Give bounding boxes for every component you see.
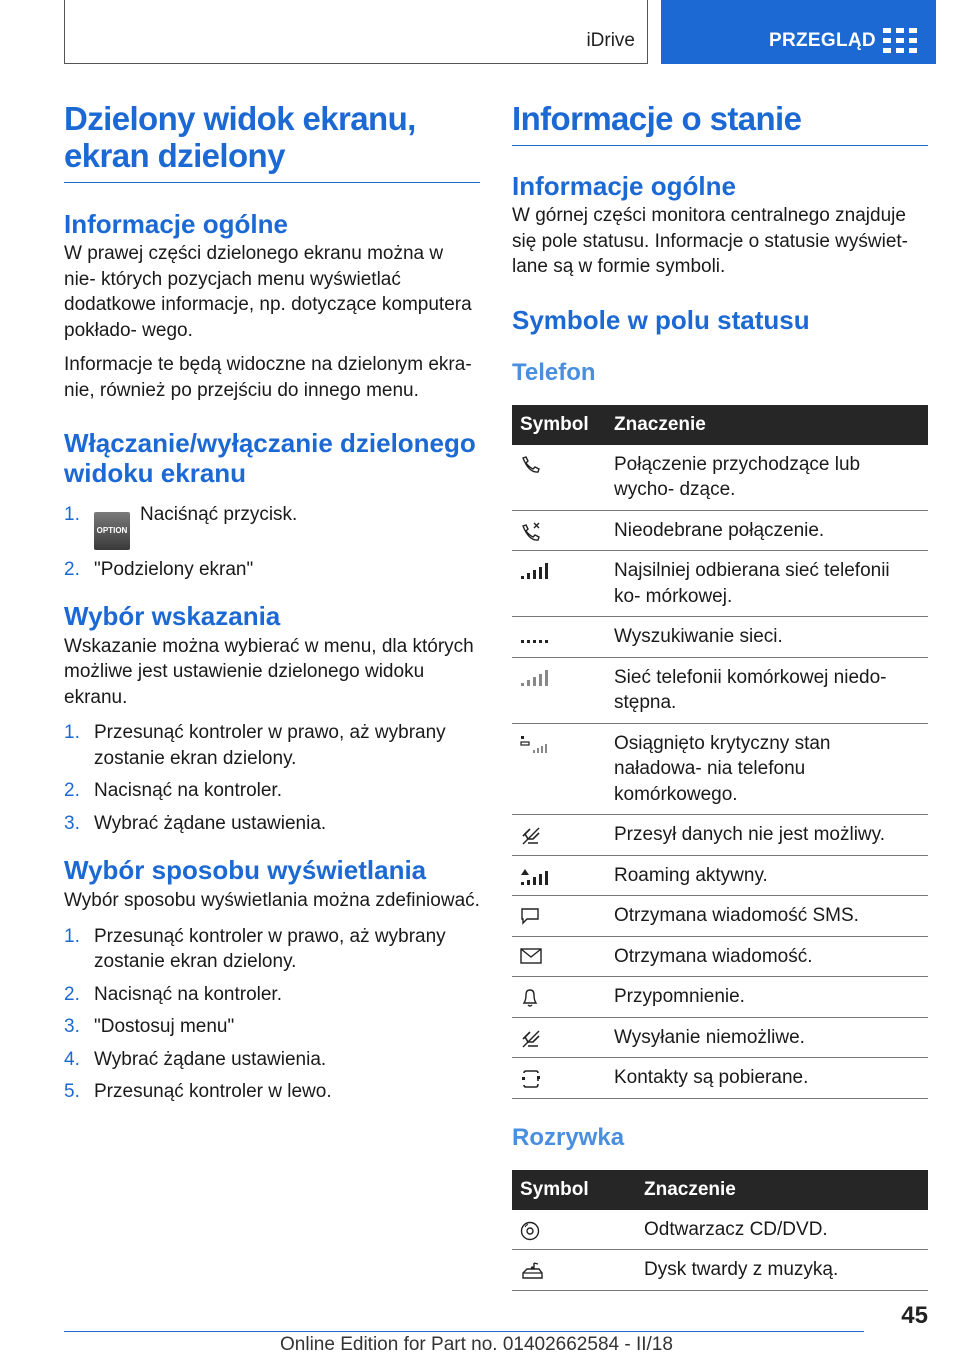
table-row bbox=[512, 815, 928, 856]
list-item bbox=[64, 778, 480, 804]
no-data-icon bbox=[520, 826, 542, 846]
page-title-split-screen: Dzielony widok ekranu, ekran dzielony bbox=[64, 100, 416, 174]
overview-nav-label: PRZEGLĄD bbox=[769, 30, 876, 51]
table-row bbox=[512, 936, 928, 977]
grid-menu-icon bbox=[883, 28, 917, 52]
battery-critical-icon bbox=[520, 735, 548, 755]
step-text: Przesunąć kontroler w prawo, aż wybrany zostanie ekran dzielony. bbox=[94, 722, 446, 769]
email-icon bbox=[520, 948, 542, 964]
overview-nav-button[interactable] bbox=[661, 0, 936, 64]
step-number: 2. bbox=[64, 983, 80, 1005]
heading-status-symbols: Symbole w polu statusu bbox=[512, 304, 810, 335]
step-number: 3. bbox=[64, 812, 80, 834]
sms-icon bbox=[520, 907, 540, 925]
phone-handset-icon bbox=[520, 456, 540, 474]
entertainment-meaning-1: Odtwarzacz CD/DVD. bbox=[636, 1210, 928, 1250]
step-text: Naciśnąć przycisk. bbox=[140, 504, 298, 525]
right-column bbox=[512, 100, 928, 1291]
paragraph-display-mode: Wybór sposobu wyświetlania można zdefiniować. bbox=[64, 890, 480, 911]
phone-meaning-8: Roaming aktywny. bbox=[606, 855, 928, 896]
heading-general-info-right: Informacje ogólne bbox=[512, 171, 736, 201]
phone-meaning-13: Kontakty są pobierane. bbox=[606, 1058, 928, 1099]
toggle-steps bbox=[64, 502, 480, 583]
hdd-music-icon bbox=[520, 1261, 544, 1281]
signal-none-icon bbox=[520, 669, 548, 687]
paragraph-select-display: Wskazanie można wybierać w menu, dla których możliwe jest ustawienie dzielonego widoku ekranu. bbox=[64, 635, 474, 708]
step-number: 1. bbox=[64, 504, 80, 525]
step-text: Przesunąć kontroler w prawo, aż wybrany zostanie ekran dzielony. bbox=[94, 925, 446, 972]
column-header-meaning: Znaczenie bbox=[606, 405, 928, 445]
phone-meaning-3: Najsilniej odbierana sieć telefonii ko‐ mórkowej. bbox=[606, 551, 928, 617]
phone-meaning-10: Otrzymana wiadomość. bbox=[606, 936, 928, 977]
entertainment-symbols-table bbox=[512, 1170, 928, 1291]
table-row bbox=[512, 551, 928, 617]
table-row bbox=[512, 1017, 928, 1058]
list-item bbox=[64, 1047, 480, 1073]
list-item bbox=[64, 557, 480, 583]
phone-symbols-table bbox=[512, 405, 928, 1099]
heading-select-display: Wybór wskazania bbox=[64, 600, 281, 631]
table-row bbox=[512, 1058, 928, 1099]
step-number: 1. bbox=[64, 722, 80, 743]
table-row bbox=[512, 896, 928, 937]
paragraph-general-2: Informacje te będą widoczne na dzielonym ekra‐ nie, również po przejściu do innego menu. bbox=[64, 354, 472, 401]
phone-meaning-2: Nieodebrane połączenie. bbox=[606, 510, 928, 551]
title-divider bbox=[512, 145, 928, 146]
heading-phone: Telefon bbox=[512, 358, 596, 386]
heading-entertainment: Rozrywka bbox=[512, 1123, 625, 1151]
header-section-label: iDrive bbox=[586, 30, 635, 51]
step-text: Wybrać żądane ustawienia. bbox=[94, 812, 327, 834]
phone-meaning-4: Wyszukiwanie sieci. bbox=[606, 617, 928, 658]
list-item bbox=[64, 1014, 480, 1040]
select-display-steps bbox=[64, 720, 480, 836]
phone-meaning-11: Przypomnienie. bbox=[606, 977, 928, 1018]
paragraph-status-general: W górnej części monitora centralnego znajduje się pole statusu. Informacje o statusie wyświet‐ lane są w formie symboli. bbox=[512, 205, 909, 277]
phone-meaning-7: Przesył danych nie jest możliwy. bbox=[606, 815, 928, 856]
option-button-icon: OPTION bbox=[94, 512, 130, 550]
step-number: 3. bbox=[64, 1016, 80, 1037]
step-text: Nacisnąć na kontroler. bbox=[94, 780, 282, 801]
table-row bbox=[512, 1250, 928, 1291]
list-item bbox=[64, 924, 480, 975]
title-divider bbox=[64, 182, 480, 183]
table-row bbox=[512, 723, 928, 815]
bell-icon bbox=[520, 988, 540, 1008]
step-text: "Dostosuj menu" bbox=[94, 1016, 235, 1037]
table-row bbox=[512, 657, 928, 723]
table-row bbox=[512, 855, 928, 896]
column-header-symbol: Symbol bbox=[512, 405, 606, 445]
column-header-meaning: Znaczenie bbox=[636, 1170, 928, 1210]
phone-meaning-1: Połączenie przychodzące lub wycho‐ dzące. bbox=[606, 445, 928, 511]
list-item bbox=[64, 811, 480, 837]
table-row bbox=[512, 617, 928, 658]
list-item bbox=[64, 502, 480, 550]
table-header-row bbox=[512, 405, 928, 445]
signal-full-icon bbox=[520, 562, 548, 580]
contacts-icon bbox=[520, 1069, 542, 1089]
heading-display-mode: Wybór sposobu wyświetlania bbox=[64, 855, 427, 885]
display-mode-steps bbox=[64, 924, 480, 1105]
step-number: 2. bbox=[64, 780, 80, 801]
step-number: 2. bbox=[64, 559, 80, 580]
step-number: 4. bbox=[64, 1048, 80, 1070]
page-title-status-info: Informacje o stanie bbox=[512, 100, 802, 137]
paragraph-general-1: W prawej części dzielonego ekranu można w nie‐ których pozycjach menu wyświetlać dodatkowe informacje, np. dotyczące komputera pokłado‐ wego. bbox=[64, 243, 472, 341]
network-search-icon bbox=[520, 628, 548, 646]
cd-icon bbox=[520, 1221, 540, 1241]
step-text: Nacisnąć na kontroler. bbox=[94, 983, 282, 1005]
heading-toggle-split: Włączanie/wyłączanie dzielonego widoku ekranu bbox=[64, 428, 476, 488]
step-text: Przesunąć kontroler w lewo. bbox=[94, 1081, 332, 1102]
table-row bbox=[512, 1210, 928, 1250]
missed-call-icon bbox=[520, 522, 542, 542]
send-failed-icon bbox=[520, 1029, 542, 1049]
table-row bbox=[512, 977, 928, 1018]
step-text: "Podzielony ekran" bbox=[94, 559, 254, 580]
list-item bbox=[64, 1079, 480, 1105]
step-text: Wybrać żądane ustawienia. bbox=[94, 1048, 327, 1070]
phone-meaning-9: Otrzymana wiadomość SMS. bbox=[606, 896, 928, 937]
footer-divider bbox=[64, 1331, 864, 1332]
column-header-symbol: Symbol bbox=[512, 1170, 636, 1210]
heading-general-info: Informacje ogólne bbox=[64, 209, 288, 239]
table-row bbox=[512, 445, 928, 511]
left-column bbox=[64, 100, 480, 1112]
table-header-row bbox=[512, 1170, 928, 1210]
phone-meaning-6: Osiągnięto krytyczny stan naładowa‐ nia telefonu komórkowego. bbox=[606, 723, 928, 815]
table-row bbox=[512, 510, 928, 551]
list-item bbox=[64, 982, 480, 1008]
phone-meaning-12: Wysyłanie niemożliwe. bbox=[606, 1017, 928, 1058]
footer-edition: Online Edition for Part no. 01402662584 - II/18 bbox=[280, 1334, 673, 1355]
step-number: 5. bbox=[64, 1081, 80, 1102]
step-number: 1. bbox=[64, 925, 80, 947]
page-number: 45 bbox=[901, 1302, 928, 1329]
entertainment-meaning-2: Dysk twardy z muzyką. bbox=[636, 1250, 928, 1291]
phone-meaning-5: Sieć telefonii komórkowej niedo‐ stępna. bbox=[606, 657, 928, 723]
header-section-box bbox=[64, 0, 648, 64]
list-item bbox=[64, 720, 480, 771]
roaming-icon bbox=[520, 867, 548, 887]
